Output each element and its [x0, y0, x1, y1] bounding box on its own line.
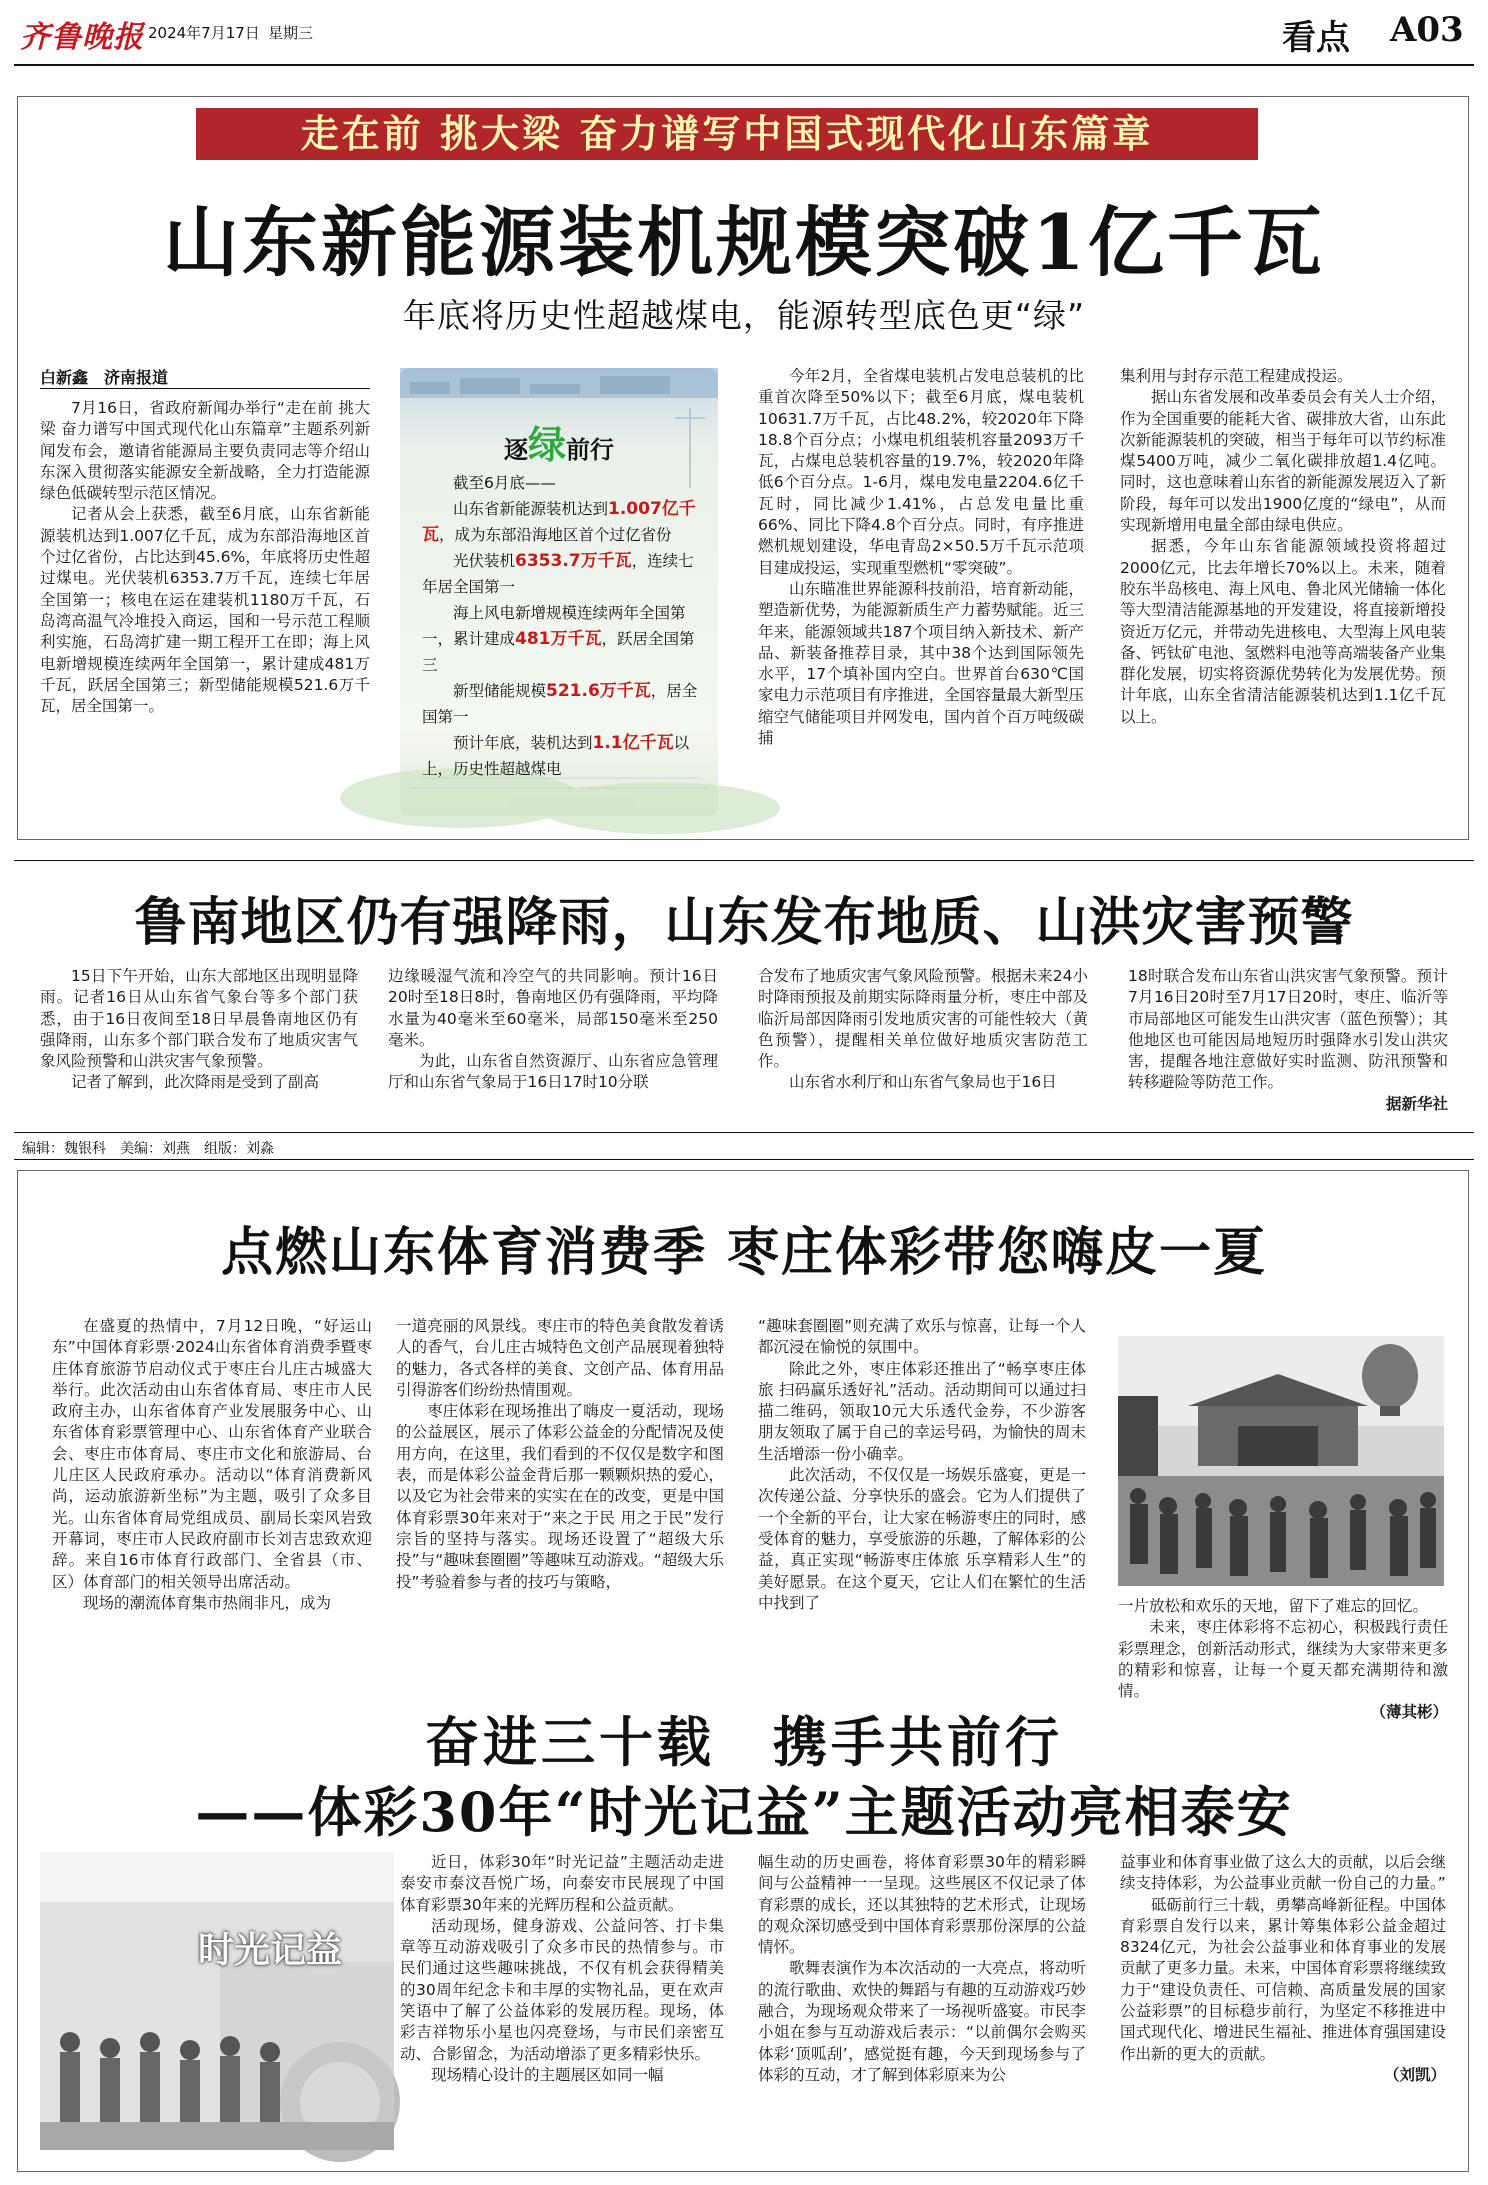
text: 海上风电新增规模连续两年全国第一，累计建成 — [422, 604, 686, 648]
text: ，居全国第一 — [422, 682, 698, 726]
masthead-logo: 齐鲁晚报 — [20, 20, 144, 55]
paragraph: 歌舞表演作为本次活动的一大亮点，将动听的流行歌曲、欢快的舞蹈与有趣的互动游戏巧妙融合，为现场观众带来了一场视听盛宴。市民李小姐在参与互动游戏后表示：“以前偶尔会购买体彩‘顶呱刮’，感觉挺有趣，今天到现场参与了体彩的互动，才了解到体彩原来为公 — [758, 1959, 1086, 2084]
story1-column-3 — [758, 366, 1084, 820]
paragraph: 除此之外，枣庄体彩还推出了“畅享枣庄体旅 扫码赢乐透好礼”活动。活动期间可以通过扫描二维码，领取10元大乐透代金券，不少游客朋友领取了属于自己的幸运号码，为愉快的周末生活增添一份小确幸。 — [758, 1359, 1086, 1463]
story3-column-1 — [52, 1316, 372, 1676]
paragraph: 砥砺前行三十载，勇攀高峰新征程。中国体育彩票自发行以来，累计筹集体彩公益金超过8324亿元，为社会公益事业和体育事业的发展贡献了更多力量。未来，中国体育彩票将继续致力于“建设负责任、可信赖、高质量发展的国家公益彩票”的目标稳步前行，为坚定不移推进中国式现代化、增进民生福祉、推进体育强国建设作出新的更大的贡献。 — [1120, 1895, 1446, 2063]
paragraph: 合发布了地质灾害气象风险预警。根据未来24小时降雨预报及前期实际降雨量分析，枣庄中部及临沂局部因降雨引发地质灾害的可能性较大（黄色预警），提醒相关单位做好地质灾害防范工作。 — [758, 967, 1088, 1071]
paragraph: 据山东省发展和改革委员会有关人士介绍，作为全国重要的能耗大省、碳排放大省，山东此次新能源装机的突破，相当于每年可以节约标准煤5400万吨，减少二氧化碳排放超1.4亿吨。同时，这也意味着山东省的新能源发展迈入了新阶段，每年可以发出1900亿度的“绿电”，从而实现新增用电量全部由绿电供应。 — [1120, 388, 1446, 535]
paragraph: 今年2月，全省煤电装机占发电总装机的比重首次降至50%以下；截至6月底，煤电装机10631.7万千瓦，占比48.2%，较2020年下降18.8个百分点；小煤电机组装机容量2093万千瓦，占煤电总装机容量的19.7%，较2020年降低6个百分点。1-6月，煤电发电量2204.6亿千瓦时，同比减少1.41%，占总发电量比重66%、同比下降4.8个百分点。同时，有序推进燃机规划建设，华电青岛2×50.5万千瓦示范项目建成投运，实现重型燃机“零突破”。 — [758, 367, 1084, 577]
story1-headline: 山东新能源装机规模突破1亿千瓦 — [163, 198, 1325, 287]
infobox-line — [422, 730, 702, 782]
story4-column-1 — [400, 1852, 724, 2152]
story3-column-4 — [1118, 1596, 1448, 1722]
story1-column-1 — [40, 398, 370, 818]
story2-headline: 鲁南地区仍有强降雨，山东发布地质、山洪灾害预警 — [134, 892, 1354, 953]
story1-column-4 — [1120, 366, 1446, 820]
paragraph: 18时联合发布山东省山洪灾害气象预警。预计7月16日20时至7月17日20时，枣庄、临沂等市局部地区可能发生山洪灾害（蓝色预警）；其他地区也可能因局地短历时强降水引发山洪灾害，提醒各地注意做好实时监测、防汛预警和转移避险等防范工作。 — [1128, 967, 1448, 1092]
photo-time-benefit-event — [40, 1852, 394, 2150]
story3-headline: 点燃山东体育消费季 枣庄体彩带您嗨皮一夏 — [220, 1222, 1268, 1283]
masthead-rule — [14, 64, 1474, 66]
story2-column-1 — [40, 966, 358, 1116]
infobox-green-progress — [400, 368, 718, 816]
paragraph: 15日下午开始，山东大部地区出现明显降雨。记者16日从山东省气象台等多个部门获悉，由于16日夜间至18日早晨鲁南地区仍有强降雨，山东多个部门联合发布了地质灾害气象风险预警和山洪灾害气象预警。 — [40, 967, 358, 1071]
infobox-body — [422, 470, 702, 782]
infobox-line — [422, 600, 702, 678]
paragraph: 为此，山东省自然资源厅、山东省应急管理厅和山东省气象局于16日17时10分联 — [388, 1052, 718, 1092]
story2-column-4 — [1128, 966, 1448, 1116]
story3-column-3 — [758, 1316, 1086, 1676]
byline-rule — [40, 388, 370, 389]
photo-sign-text: 时光记益 — [197, 1929, 342, 1971]
paragraph: 据悉，今年山东省能源领域投资将超过2000亿元，比去年增长70%以上。未来，随着胶东半岛核电、海上风电、鲁北风光储输一体化等大型清洁能源基地的开发建设，将直接新增投资近万亿元，并带动先进核电、大型海上风电装备、钙钛矿电池、氢燃料电池等高端装备产业集群化发展，切实将资源优势转化为发展优势。预计年底，山东全省清洁能源装机达到1.1亿千瓦以上。 — [1120, 537, 1446, 726]
figure: 521.6万千瓦 — [546, 681, 651, 701]
photo-crowd-image — [1118, 1336, 1444, 1586]
infobox-title-a: 逐 — [503, 435, 528, 464]
paragraph: 未来，枣庄体彩将不忘初心，积极践行责任彩票理念，创新活动形式，继续为大家带来更多的精彩和惊喜，让每一个夏天都充满期待和激情。 — [1118, 1618, 1448, 1701]
theme-banner: 走在前 挑大梁 奋力谱写中国式现代化山东篇章 — [196, 108, 1258, 160]
infobox-line — [422, 548, 702, 600]
text: 预计年底，装机达到 — [453, 734, 593, 752]
story4-headline-sub: ——体彩30年“时光记益”主题活动亮相泰安 — [195, 1780, 1293, 1844]
paragraph: 活动现场，健身游戏、公益问答、打卡集章等互动游戏吸引了众多市民的热情参与。市民们通过这些趣味挑战，不仅有机会获得精美的30周年纪念卡和丰厚的实物礼品，更在欢声笑语中了解了公益体彩的发展历程。现场，体彩吉祥物乐小星也闪亮登场，与市民们亲密互动、合影留念，为活动增添了更多精彩快乐。 — [400, 1916, 724, 2063]
text: ，跃居全国第三 — [422, 630, 695, 674]
story4-column-3 — [1120, 1852, 1446, 2152]
text: ，成为东部沿海地区首个过亿省份 — [439, 526, 672, 544]
paragraph: 集利用与封存示范工程建成投运。 — [1120, 367, 1353, 385]
figure: 481万千瓦 — [515, 629, 602, 649]
paragraph: 近日，体彩30年“时光记益”主题活动走进泰安市泰汶吾悦广场，向泰安市民展现了中国体育彩票30年来的光辉历程和公益贡献。 — [400, 1853, 724, 1914]
paragraph: 山东省水利厅和山东省气象局也于16日 — [789, 1073, 1057, 1092]
editor-credits: 编辑：魏银科 美编：刘燕 组版：刘淼 — [22, 1141, 274, 1157]
story2-column-3 — [758, 966, 1088, 1116]
paragraph: 记者从会上获悉，截至6月底，山东省新能源装机达到1.007亿千瓦，成为东部沿海地区首个过亿省份，占比达到45.6%，年底将历史性超过煤电。光伏装机6353.7万千瓦，连续七年居全国第一；核电在运在建装机1180万千瓦，石岛湾高温气冷堆投入商运，国和一号示范工程顺利实施，石岛湾扩建一期工程开工在即；海上风电新增规模连续两年全国第一，累计建成481万千瓦，跃居全国第三；新型储能规模521.6万千瓦，居全国第一。 — [40, 505, 370, 716]
section-rule — [14, 860, 1474, 861]
photo-event-crowd — [1118, 1336, 1444, 1586]
paragraph: 记者了解到，此次降雨是受到了副高 — [71, 1073, 320, 1092]
story4-column-2 — [758, 1852, 1086, 2152]
photo-stage-image — [40, 1852, 394, 2150]
infobox-line: 截至6月底—— — [453, 474, 556, 492]
paragraph: 现场的潮流体育集市热闹非凡，成为 — [83, 1593, 332, 1612]
story4-headline-main: 奋进三十载 携手共前行 — [425, 1710, 1063, 1774]
story2-credit: 据新华社 — [1385, 1094, 1448, 1113]
paragraph: 7月16日，省政府新闻办举行“走在前 挑大梁 奋力谱写中国式现代化山东篇章”主题系列新闻发布会，邀请省能源局主要负责同志等介绍山东深入贯彻落实能源安全新战略，全力打造能源绿色低碳转型示范区情况。 — [40, 399, 370, 503]
figure: 1.1亿千瓦 — [592, 733, 674, 753]
paragraph: 现场精心设计的主题展区如同一幅 — [431, 2065, 664, 2084]
paragraph: 山东瞄准世界能源科技前沿，培育新动能，塑造新优势，为能源新质生产力蓄势赋能。近三年来，能源领域共187个项目纳入新技术、新产品、新装备推荐目录，其中38个达到国际领先水平，17个填补国内空白。世界首台630℃国家电力示范项目有序推进，全国容量最大新型压缩空气储能项目并网发电，国内首个百万吨级碳捕 — [758, 579, 1084, 748]
story1-subhead: 年底将历史性超越煤电，能源转型底色更“绿” — [402, 296, 1086, 335]
infobox-title — [400, 414, 718, 469]
infobox-title-green: 绿 — [527, 422, 566, 467]
paragraph: 幅生动的历史画卷，将体育彩票30年的精彩瞬间与公益精神一一呈现。这些展区不仅记录了体育彩票的成长，还以其独特的艺术形式，让现场的观众深切感受到中国体育彩票那份深厚的公益情怀。 — [758, 1853, 1086, 1957]
paragraph: 益事业和体育事业做了这么大的贡献，以后会继续支持体彩，为公益事业贡献一份自己的力量。” — [1120, 1853, 1446, 1893]
issue-date: 2024年7月17日 — [148, 24, 260, 42]
figure: 6353.7万千瓦 — [515, 551, 632, 571]
story2-column-2 — [388, 966, 718, 1116]
editor-rule-top — [14, 1132, 1474, 1133]
text: 以上，历史性超越煤电 — [422, 734, 690, 778]
page-number: A03 — [1390, 10, 1464, 50]
text: ，连续七年居全国第一 — [422, 552, 694, 596]
figure: 1.007亿千瓦 — [422, 499, 696, 545]
story3-column-2 — [396, 1316, 724, 1676]
paragraph: 枣庄体彩在现场推出了嗨皮一夏活动，现场的公益展区，展示了体彩公益金的分配情况及使用方向，在这里，我们看到的不仅仅是数字和图表，而是体彩公益金背后那一颗颗炽热的爱心，以及它为社会带来的实实在在的改变，更是中国体育彩票30年来对于“来之于民 用之于民”发行宗旨的坚持与落实。现场还设置了“超级大乐投”与“趣味套圈圈”等趣味互动游戏。“超级大乐投”考验着参与者的技巧与策略， — [396, 1402, 724, 1591]
text: 光伏装机 — [453, 552, 516, 570]
text: 山东省新能源装机达到 — [453, 500, 609, 518]
paragraph: 在盛夏的热情中，7月12日晚，“好运山东”中国体育彩票·2024山东省体育消费季暨枣庄体育旅游节启动仪式于枣庄台儿庄古城盛大举行。此次活动由山东省体育局、枣庄市人民政府主办，山东省体育产业发展服务中心、山东省体育彩票管理中心、山东省体育产业联合会、枣庄市体育局、枣庄市文化和旅游局、台儿庄区人民政府承办。活动以“体育消费新风尚，运动旅游新坐标”为主题，吸引了众多目光。山东省体育局党组成员、副局长栾风岩致开幕词，枣庄市人民政府副市长刘吉忠致欢迎辞。来自16市体育行政部门、全省县（市、区）体育部门的相关领导出席活动。 — [52, 1317, 372, 1591]
infobox-line — [422, 496, 702, 548]
section-name: 看点 — [1282, 18, 1350, 58]
story4-credit: （刘凯） — [1383, 2065, 1446, 2084]
paragraph: 此次活动，不仅仅是一场娱乐盛宴，更是一次传递公益、分享快乐的盛会。它为人们提供了一个全新的平台，让大家在畅游枣庄的同时，感受体育的魅力，享受旅游的乐趣，了解体彩的公益，真正实现“畅游枣庄体旅 乐享精彩人生”的美好愿景。在这个夏天，它让人们在繁忙的生活中找到了 — [758, 1466, 1086, 1612]
editor-rule-bottom — [14, 1159, 1474, 1160]
paragraph: 一道亮丽的风景线。枣庄市的特色美食散发着诱人的香气，台儿庄古城特色文创产品展现着独特的魅力，各式各样的美食、文创产品、体育用品引得游客们纷纷热情围观。 — [396, 1317, 724, 1399]
infobox-title-c: 前行 — [566, 435, 614, 464]
story1-byline: 白新鑫 济南报道 — [40, 368, 169, 387]
infobox-line — [422, 678, 702, 730]
text: 新型储能规模 — [453, 682, 547, 700]
issue-weekday: 星期三 — [268, 24, 314, 42]
paragraph: “趣味套圈圈”则充满了欢乐与惊喜，让每一个人都沉浸在愉悦的氛围中。 — [758, 1317, 1086, 1357]
paragraph: 边缘暖湿气流和冷空气的共同影响。预计16日20时至18日8时，鲁南地区仍有强降雨，平均降水量为40毫米至60毫米，局部150毫米至250毫米。 — [388, 967, 718, 1049]
story3-credit: （薄其彬） — [1370, 1703, 1448, 1722]
paragraph: 一片放松和欢乐的天地，留下了难忘的回忆。 — [1118, 1597, 1429, 1615]
